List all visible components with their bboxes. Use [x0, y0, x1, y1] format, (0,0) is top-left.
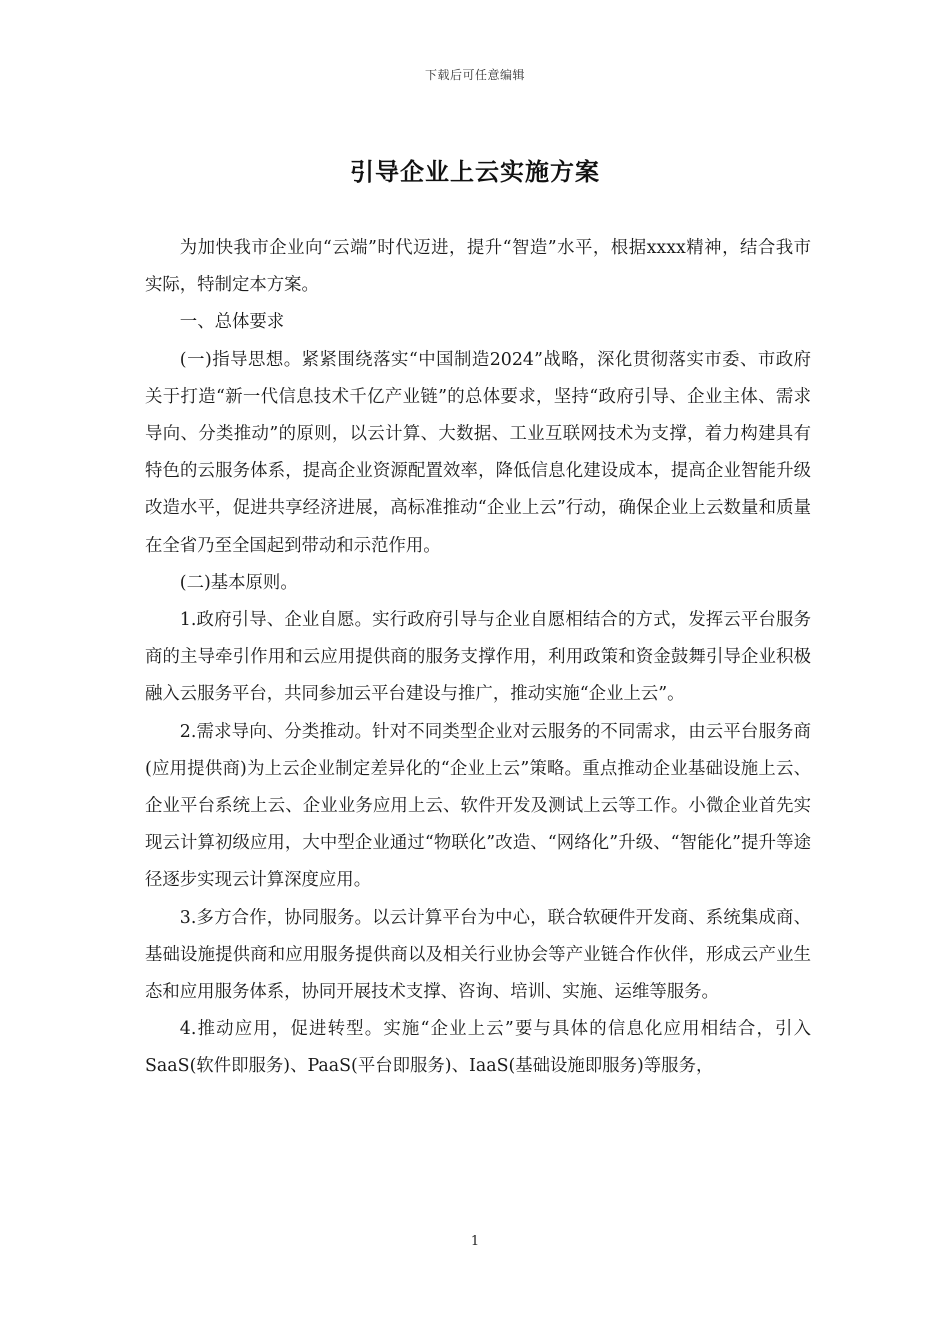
page-number: 1 [470, 1234, 480, 1249]
document-title: 引导企业上云实施方案 [350, 157, 600, 186]
subsection-heading-basic-principles: (二)基本原则。 [179, 572, 298, 593]
paragraph-intro: 为加快我市企业向“云端”时代迈进，提升“智造”水平，根据xxxx精神，结合我市实际，特制定本方案。 [145, 238, 811, 296]
section-heading-general-requirements: 一、总体要求 [179, 312, 285, 333]
paragraph-principle-3: 3.多方合作，协同服务。以云计算平台为中心，联合软硬件开发商、系统集成商、基础设施提供商和应用服务提供商以及相关行业协会等产业链合作伙伴，形成云产业生态和应用服务体系，协同开展技术支撑、咨询、培训、实施、运维等服务。 [145, 907, 811, 1003]
paragraph-principle-2: 2.需求导向、分类推动。针对不同类型企业对云服务的不同需求，由云平台服务商(应用提供商)为上云企业制定差异化的“企业上云”策略。重点推动企业基础设施上云、企业平台系统上云、企业业务应用上云、软件开发及测试上云等工作。小微企业首先实现云计算初级应用，大中型企业通过“物联化”改造、“网络化”升级、“智能化”提升等途径逐步实现云计算深度应用。 [145, 721, 811, 891]
paragraph-principle-1: 1.政府引导、企业自愿。实行政府引导与企业自愿相结合的方式，发挥云平台服务商的主导牵引作用和云应用提供商的服务支撑作用，利用政策和资金鼓舞引导企业积极融入云服务平台，共同参加云平台建设与推广，推动实施“企业上云”。 [145, 610, 811, 705]
paragraph-guiding-ideology: (一)指导思想。紧紧围绕落实“中国制造2024”战略，深化贯彻落实市委、市政府关于打造“新一代信息技术千亿产业链”的总体要求，坚持“政府引导、企业主体、需求导向、分类推动”的原则，以云计算、大数据、工业互联网技术为支撑，着力构建具有特色的云服务体系，提高企业资源配置效率，降低信息化建设成本，提高企业智能升级改造水平，促进共享经济进展，高标准推动“企业上云”行动，确保企业上云数量和质量在全省乃至全国起到带动和示范作用。 [145, 349, 811, 556]
document-body [145, 230, 811, 1086]
page-header-note: 下载后可任意编辑 [424, 68, 525, 82]
paragraph-principle-4: 4.推动应用，促进转型。实施“企业上云”要与具体的信息化应用相结合，引入SaaS(软件即服务)、PaaS(平台即服务)、IaaS(基础设施即服务)等服务， [145, 1019, 811, 1077]
